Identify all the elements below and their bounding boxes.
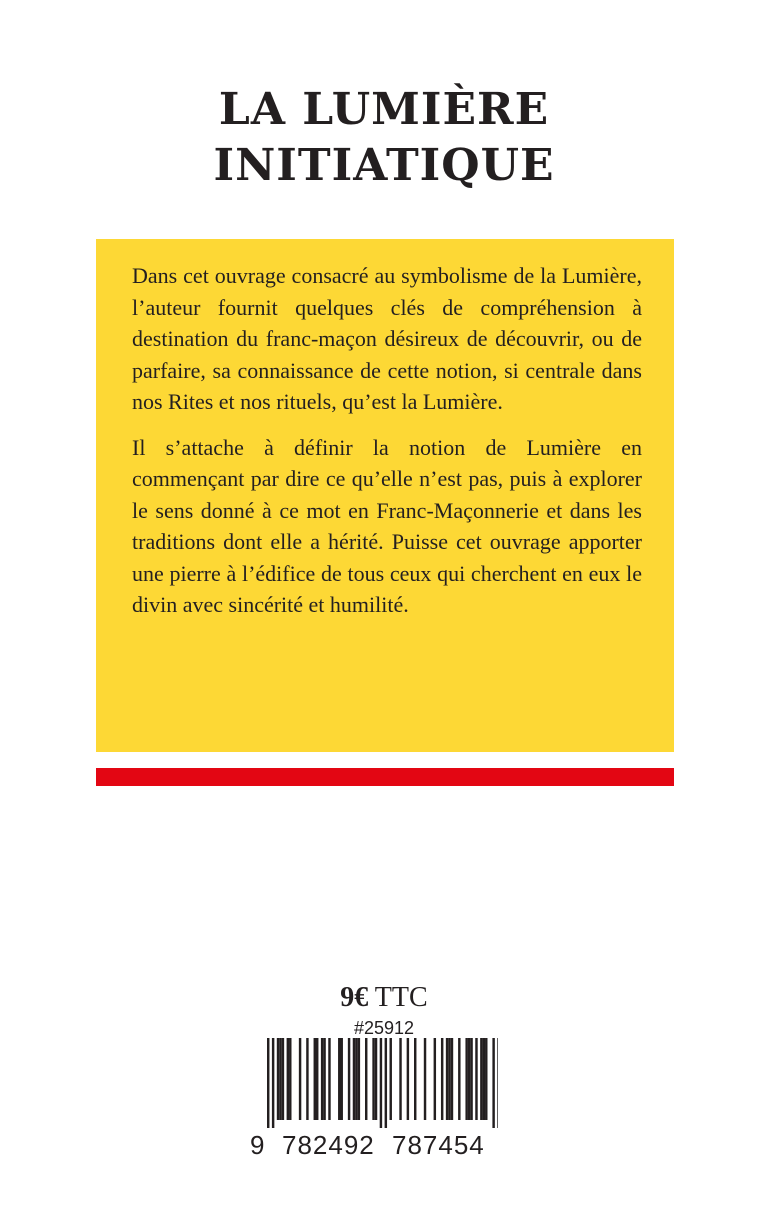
price-label — [0, 982, 768, 1014]
barcode-bar — [279, 1038, 281, 1120]
barcode-bar — [458, 1038, 460, 1120]
title-line-1: LA LUMIÈRE — [218, 84, 550, 135]
barcode-bar — [289, 1038, 291, 1120]
barcode-bar — [497, 1038, 498, 1128]
barcode-bars — [240, 1038, 498, 1128]
price-amount: 9€ — [340, 982, 369, 1013]
barcode-bar — [306, 1038, 308, 1120]
barcode-bar — [314, 1038, 316, 1120]
reference-number: #25912 — [353, 1018, 415, 1038]
barcode-bar — [323, 1038, 325, 1120]
barcode-bar — [355, 1038, 357, 1120]
price-tax: TTC — [368, 982, 428, 1013]
barcode-bar — [353, 1038, 355, 1120]
red-divider-bar — [96, 768, 674, 786]
barcode-bar — [372, 1038, 374, 1120]
barcode-first-digit: 9 — [250, 1130, 266, 1160]
barcode-bar — [272, 1038, 274, 1128]
barcode-bar — [385, 1038, 387, 1128]
barcode-left-group: 782492 — [282, 1130, 375, 1160]
barcode-bar — [451, 1038, 453, 1120]
barcode-bar — [358, 1038, 360, 1120]
barcode-bar — [380, 1038, 382, 1128]
blurb-paragraph-2: Il s’attache à définir la notion de Lumière en commençant par dire ce qu’elle n’est pas, puis à explorer le sens donné à ce mot en Franc-Maçonnerie et dans les traditions dont elle a hérité. Puisse cet ouvrage apporter une pierre à l’édifice de tous ceux qui cherchent en eux le divin avec sincérité et humilité. — [132, 434, 642, 617]
barcode-bar — [483, 1038, 485, 1120]
title-line-2: INITIATIQUE — [213, 140, 555, 191]
barcode-bar — [441, 1038, 443, 1120]
barcode-bar — [492, 1038, 494, 1128]
barcode-bar — [287, 1038, 289, 1120]
barcode-bar — [475, 1038, 477, 1120]
barcode-bar — [470, 1038, 472, 1120]
barcode-right-group: 787454 — [392, 1130, 485, 1160]
barcode-bar — [277, 1038, 279, 1120]
blurb-paragraph-1: Dans cet ouvrage consacré au symbolisme de la Lumière, l’auteur fournit quelques clés de compréhension à destination du franc-maçon désireux de découvrir, ou de parfaire, sa connaissance de cette notion, si centrale dans nos Rites et nos rituels, qu’est la Lumière. — [132, 263, 642, 414]
barcode-bar — [328, 1038, 330, 1120]
book-title — [0, 82, 768, 194]
barcode-bar — [399, 1038, 401, 1120]
barcode-bar — [267, 1038, 269, 1128]
barcode-bar — [485, 1038, 487, 1120]
barcode-bar — [282, 1038, 284, 1120]
barcode-bar — [375, 1038, 377, 1120]
barcode-bar — [434, 1038, 436, 1120]
barcode-bar — [468, 1038, 470, 1120]
barcode-bar — [341, 1038, 343, 1120]
barcode-bar — [365, 1038, 367, 1120]
blurb-text — [132, 260, 642, 635]
barcode-bar — [348, 1038, 350, 1120]
barcode-bar — [414, 1038, 416, 1120]
barcode-bar — [465, 1038, 467, 1120]
barcode-bar — [424, 1038, 426, 1120]
barcode-bar — [299, 1038, 301, 1120]
barcode-bar — [390, 1038, 392, 1120]
barcode-bar — [338, 1038, 340, 1120]
barcode-bar — [448, 1038, 450, 1120]
barcode-bar — [480, 1038, 482, 1120]
barcode-bar — [316, 1038, 318, 1120]
barcode-bar — [407, 1038, 409, 1120]
barcode-bar — [446, 1038, 448, 1120]
barcode-bar — [321, 1038, 323, 1120]
